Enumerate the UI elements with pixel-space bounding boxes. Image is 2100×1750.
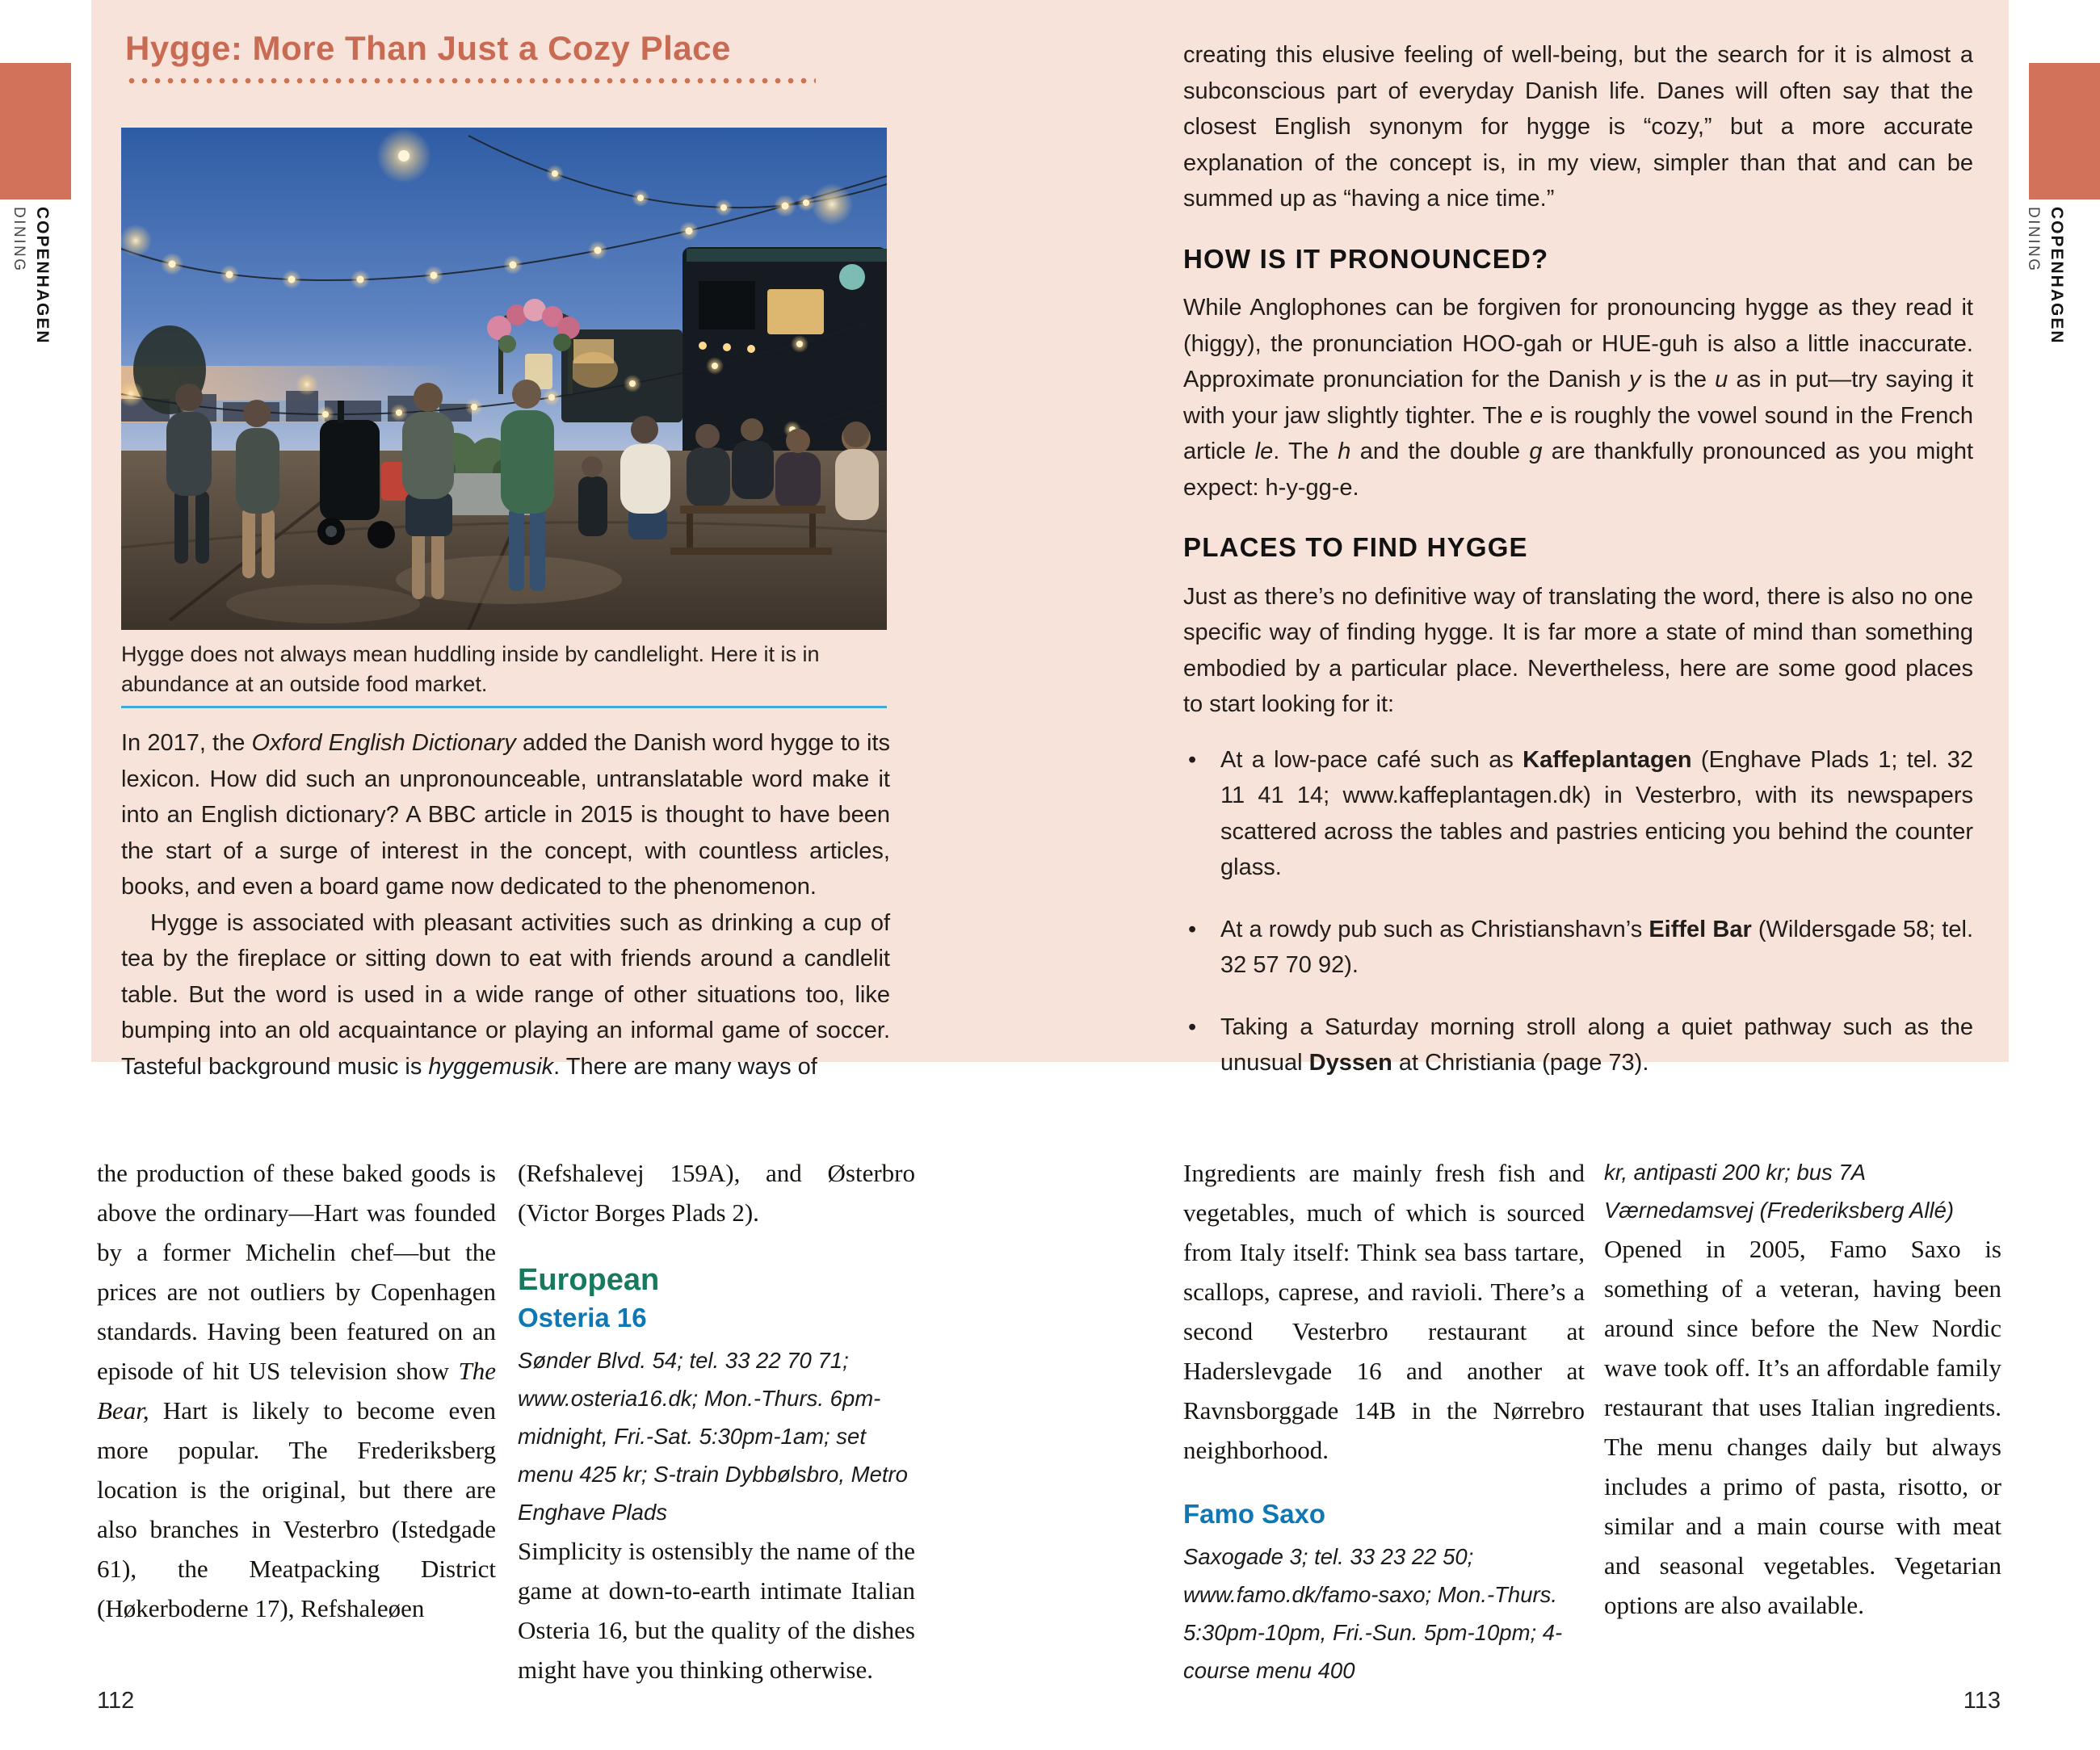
feature-column-right — [1183, 37, 1973, 1081]
feature-paragraph: Hygge is associated with pleasant activities such as drinking a cup of tea by the fireplace or sitting down to eat with friends around a candlelit table. But the word is used in a wide range of other situations too, like bumping into an old acquaintance or playing an informal game of soccer. Tasteful background music is hyggemusik. There are many ways of — [121, 909, 890, 1080]
listing-column — [518, 1153, 915, 1689]
photo-caption: Hygge does not always mean huddling inside by candlelight. Here it is in abundance at an outside food market. — [121, 642, 820, 696]
page-number-left: 112 — [97, 1688, 135, 1714]
listing-name: Osteria 16 — [518, 1303, 647, 1332]
hygge-places-list — [1183, 742, 1973, 1081]
listing-column — [97, 1153, 496, 1628]
listing-column — [1183, 1153, 1585, 1689]
listing-info: Sønder Blvd. 54; tel. 33 22 70 71; www.osteria16.dk; Mon.-Thurs. 6pm-midnight, Fri.-Sat. 5:30pm-1am; set menu 425 kr; S-train Dybbølsbro, Metro Enghave Plads — [518, 1348, 908, 1525]
feature-paragraph: Just as there’s no definitive way of translating the word, there is also no one specific way of finding hygge. It is far more a state of mind than something embodied by a particular place. Nevertheless, here are some good places to start looking for it: — [1183, 583, 1973, 717]
caption-rule — [121, 706, 887, 708]
feature-column-left — [121, 725, 890, 1085]
listing-column — [1604, 1153, 2001, 1625]
margin-tab-right — [2029, 63, 2100, 199]
listing-paragraph: (Refshalevej 159A), and Østerbro (Victor Borges Plads 2). — [518, 1159, 915, 1227]
margin-label-left — [8, 207, 54, 345]
feature-paragraph: In 2017, the Oxford English Dictionary added the Danish word hygge to its lexicon. How did such an unpronounceable, untranslatable word make it into an English dictionary? A BBC article in 2015 is thought to have been the start of a surge of interest in the concept, with countless articles, books, and even a board game now dedicated to the phenomenon. — [121, 730, 891, 900]
margin-section-label: DINING — [2025, 207, 2042, 273]
section-heading-places: PLACES TO FIND HYGGE — [1183, 532, 1528, 562]
list-item: • At a rowdy pub such as Christianshavn’s Eiffel Bar (Wildersgade 58; tel. 32 57 70 92). — [1183, 912, 1973, 984]
margin-city-label: COPENHAGEN — [2048, 207, 2066, 345]
listing-info: kr, antipasti 200 kr; bus 7A Værnedamsvej (Frederiksberg Allé) — [1604, 1160, 1955, 1223]
page-number-right: 113 — [1963, 1688, 2001, 1714]
listing-paragraph: Opened in 2005, Famo Saxo is something of a veteran, having been around since before the New Nordic wave took off. It’s an affordable family restaurant that uses Italian ingredients. The menu changes daily but always includes a primo of pasta, risotto, or similar and a main course with meat and seasonal vegetables. Vegetarian options are also available. — [1604, 1235, 2001, 1619]
feature-paragraph: creating this elusive feeling of well-being, but the search for it is almost a subconscious part of everyday Danish life. Danes will often say that the closest English synonym for hygge is “cozy,” but a more accurate explanation of the concept is, in my view, simpler than that and can be summed up as “having a nice time.” — [1183, 42, 1973, 212]
margin-label-right — [2022, 207, 2068, 345]
listing-paragraph: Ingredients are mainly fresh fish and vegetables, much of which is sourced from Italy itself: Think sea bass tartare, scallops, caprese, and ravioli. There’s a second Vesterbro restaurant at Haderslevgade 16 and another at Ravnsborggade 14B in the Nørrebro neighborhood. — [1183, 1159, 1585, 1464]
category-heading: European — [518, 1263, 660, 1297]
food-market-photo — [121, 128, 887, 630]
listing-paragraph: the production of these baked goods is above the ordinary—Hart was founded by a former Michelin chef—but the prices are not outliers by Copenhagen standards. Having been featured on an episode of hit US television show The Bear, Hart is likely to become even more popular. The Frederiksberg location is the original, but there are also branches in Vesterbro (Istedgade 61), the Meatpacking District (Høkerboderne 17), Refshaleøen — [97, 1159, 496, 1622]
listing-name: Famo Saxo — [1183, 1499, 1326, 1529]
listing-info: Saxogade 3; tel. 33 23 22 50; www.famo.dk/famo-saxo; Mon.-Thurs. 5:30pm-10pm, Fri.-Sun. 5pm-10pm; 4-course menu 400 — [1183, 1544, 1563, 1683]
dotted-divider — [125, 78, 816, 84]
feature-title: Hygge: More Than Just a Cozy Place — [125, 29, 731, 67]
margin-tab-left — [0, 63, 71, 199]
margin-section-label: DINING — [10, 207, 27, 273]
list-item: • Taking a Saturday morning stroll along a quiet pathway such as the unusual Dyssen at Christiania (page 73). — [1183, 1009, 1973, 1081]
listing-paragraph: Simplicity is ostensibly the name of the game at down-to-earth intimate Italian Osteria 16, but the quality of the dishes might have you thinking otherwise. — [518, 1537, 915, 1684]
list-item: • At a low-pace café such as Kaffeplantagen (Enghave Plads 1; tel. 32 11 41 14; www.kaffeplantagen.dk) in Vesterbro, with its newspapers scattered across the tables and pastries enticing you behind the counter glass. — [1183, 742, 1973, 886]
margin-city-label: COPENHAGEN — [33, 207, 52, 345]
section-heading-pronounced: HOW IS IT PRONOUNCED? — [1183, 243, 1549, 274]
feature-paragraph: While Anglophones can be forgiven for pronouncing hygge as they read it (higgy), the pronunciation HOO-gah or HUE-guh is also a little inaccurate. Approximate pronunciation for the Danish y is the u as in put—try saying it with your jaw slightly tighter. The e is roughly the vowel sound in the French article le. The h and the double g are thankfully pronounced as you might expect: h-y-gg-e. — [1183, 295, 1974, 501]
